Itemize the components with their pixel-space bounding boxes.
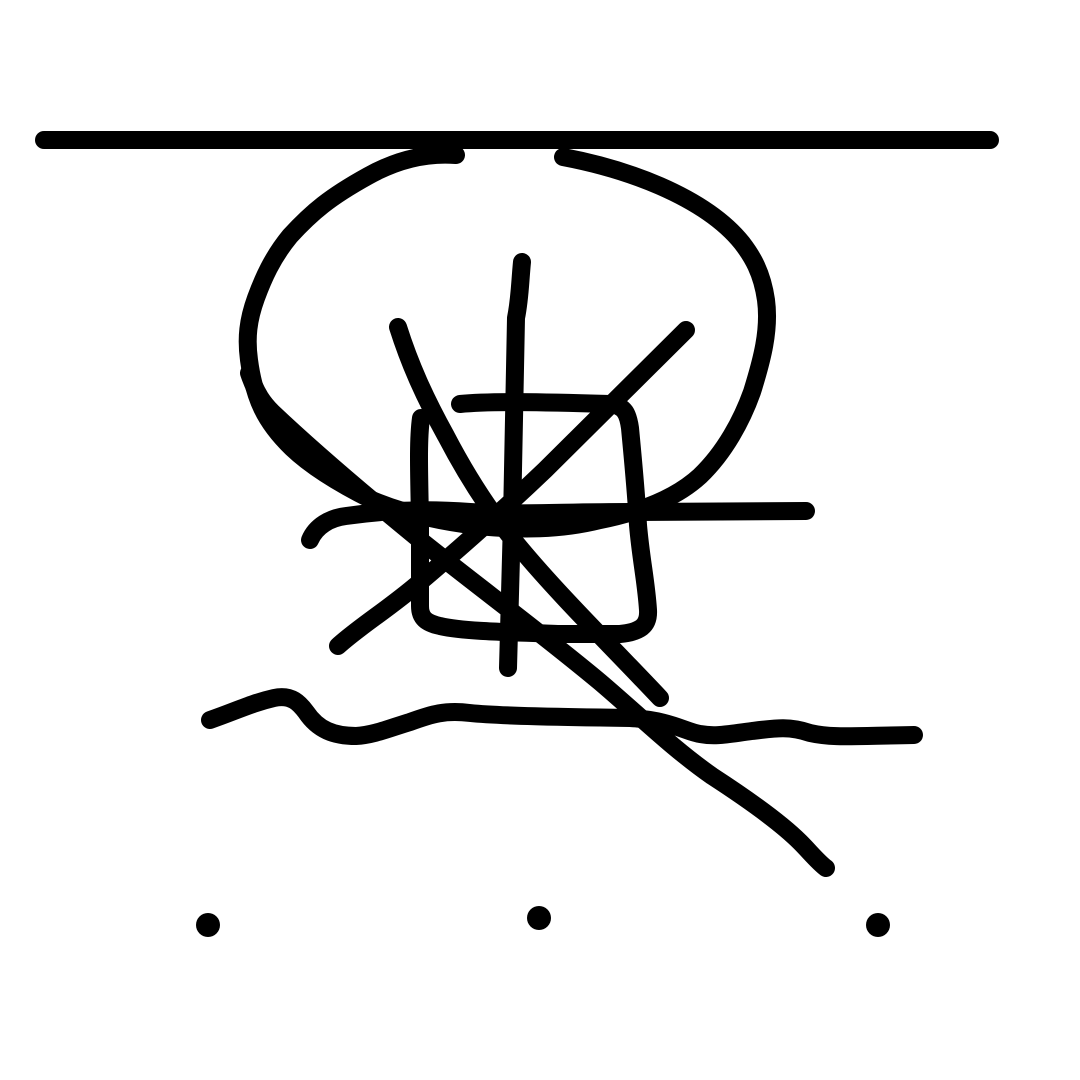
dot-right: [866, 913, 890, 937]
wavy-baseline-stroke: [210, 697, 914, 736]
dot-left: [196, 913, 220, 937]
long-diagonal-stroke: [249, 373, 826, 868]
dot-middle: [527, 906, 551, 930]
